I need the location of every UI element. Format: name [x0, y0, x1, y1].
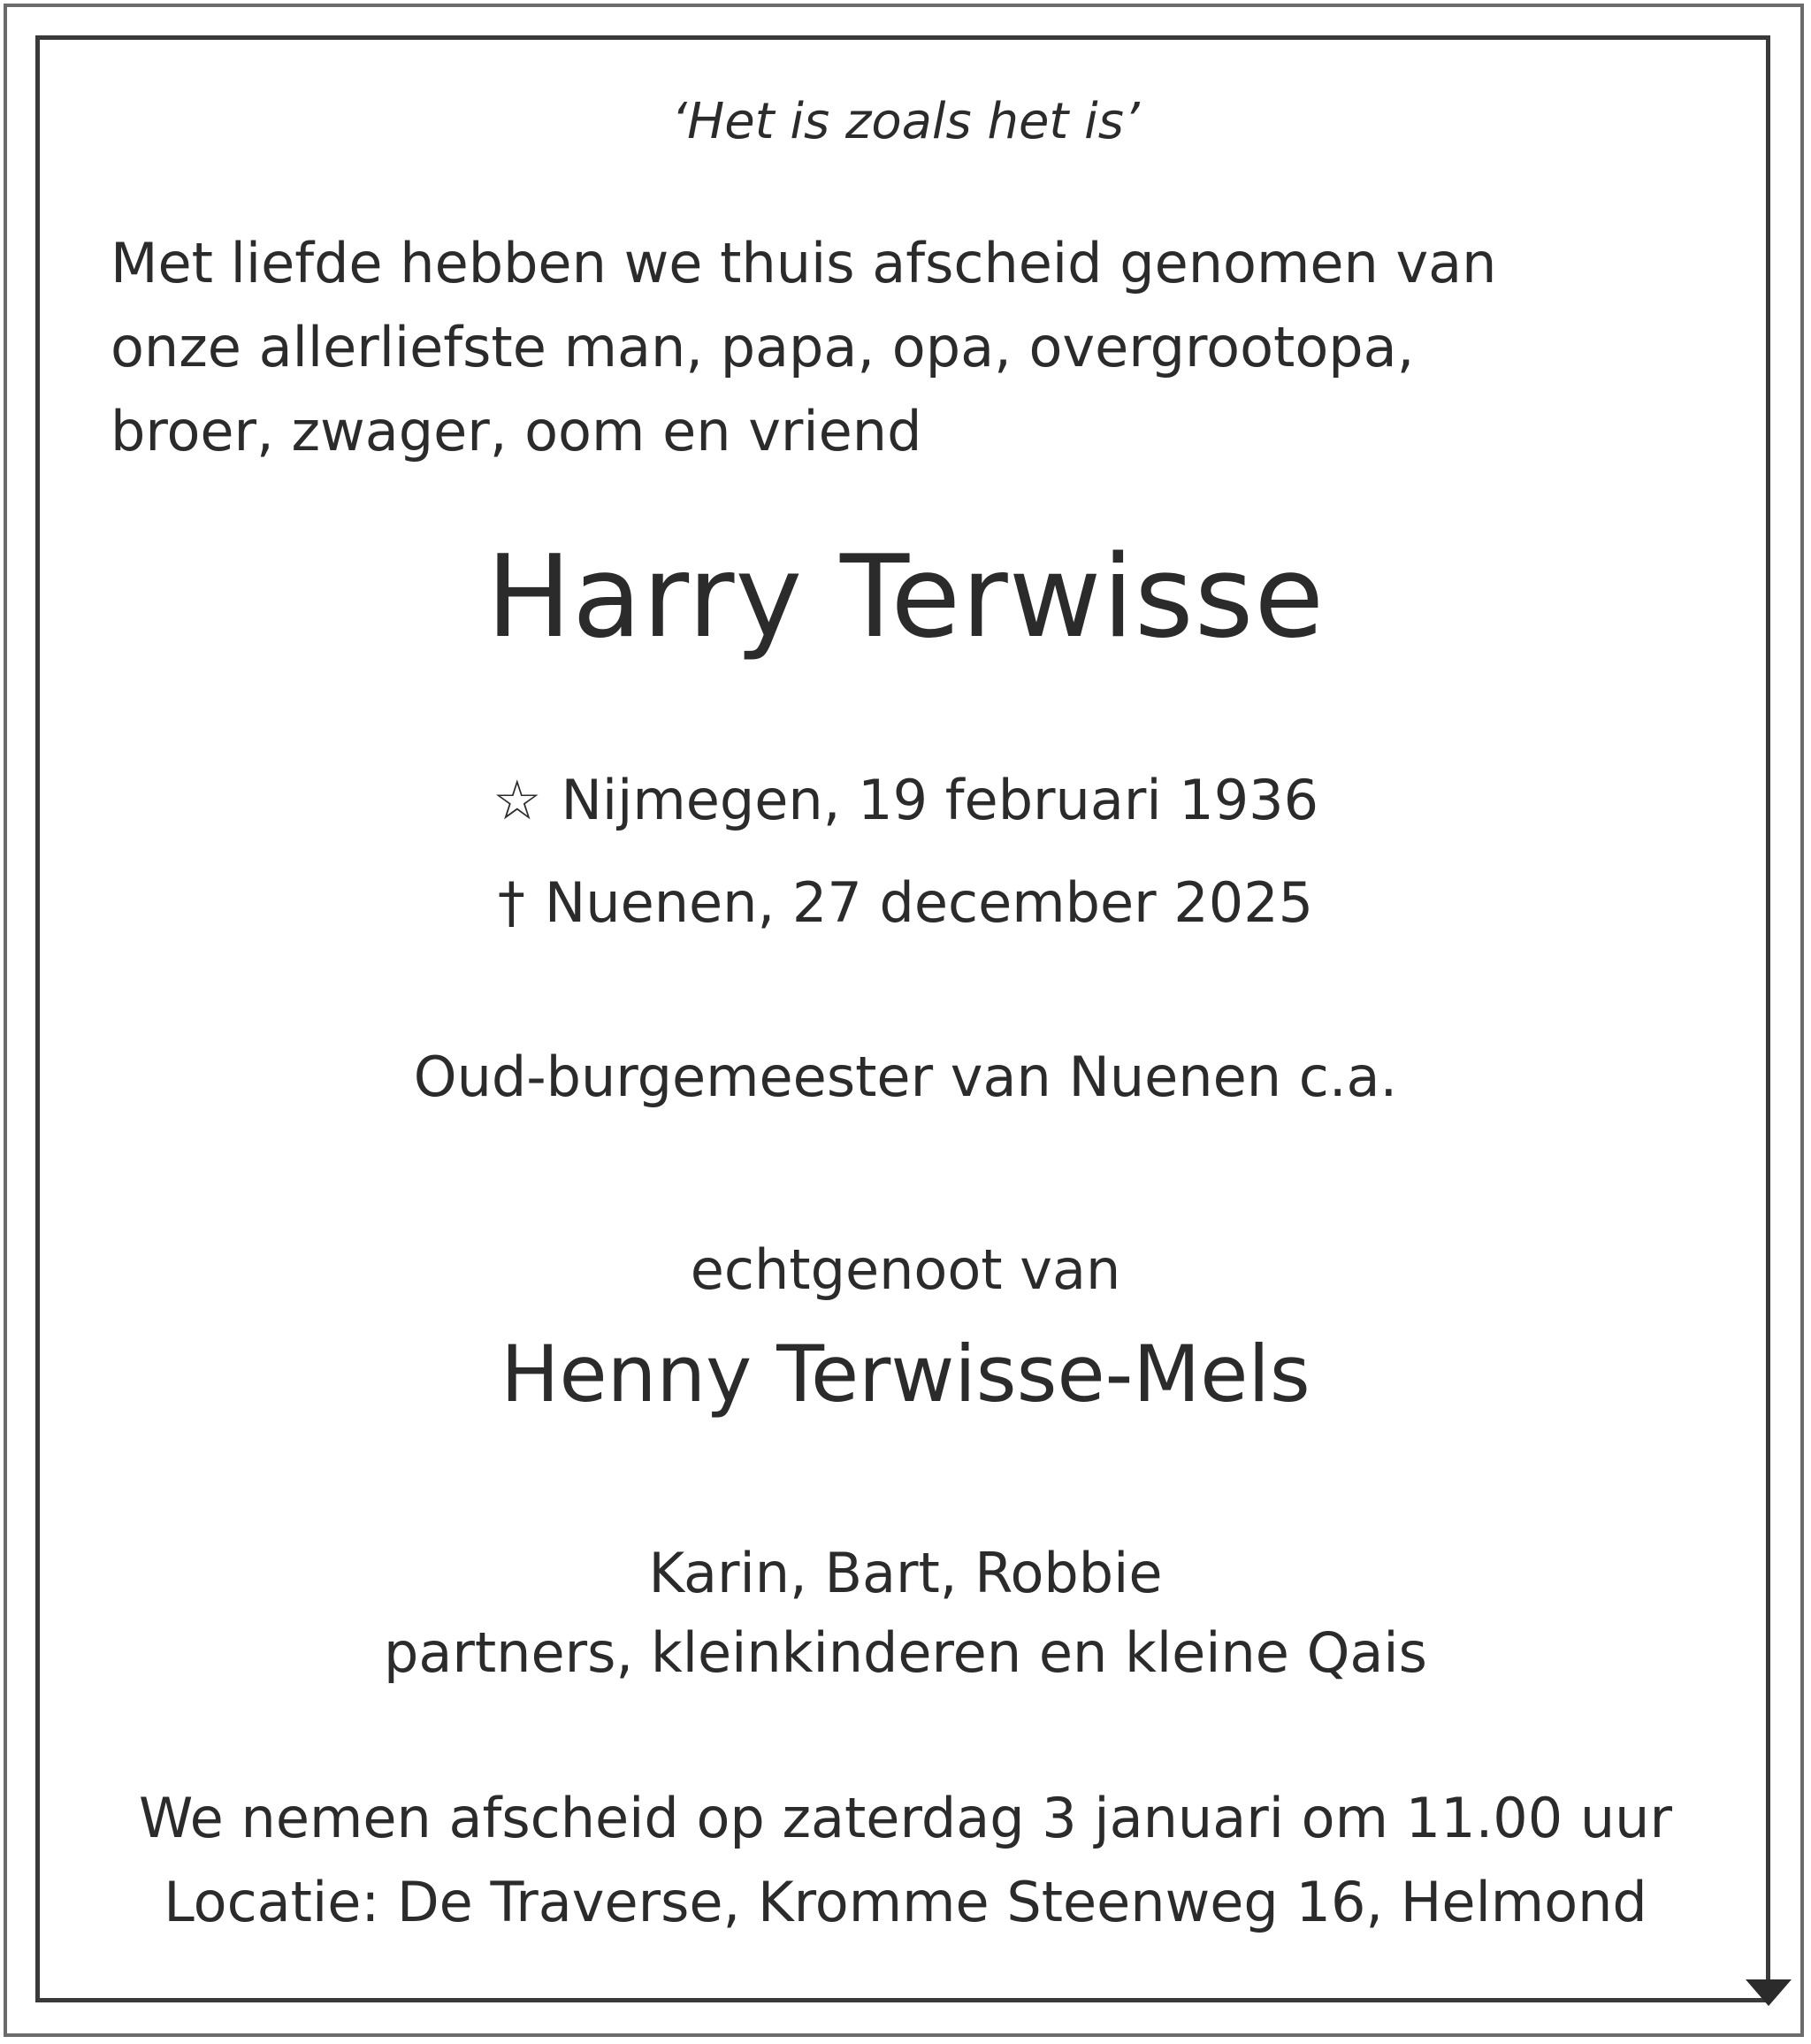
spouse-intro: echtgenoot van [690, 1237, 1121, 1302]
spouse-name: Henny Terwisse-Mels [501, 1328, 1310, 1420]
deceased-title: Oud-burgemeester van Nuenen c.a. [413, 1045, 1398, 1109]
motto: ‘Het is zoals het is’ [671, 93, 1140, 150]
location-line: Locatie: De Traverse, Kromme Steenweg 16, Helmond [164, 1870, 1647, 1934]
intro-line-1: Met liefde hebben we thuis afscheid genomen van [111, 231, 1497, 295]
intro-line-2: onze allerliefste man, papa, opa, overgrootopa, [111, 315, 1415, 379]
cross-icon: † [497, 870, 525, 935]
scroll-down-arrow-icon[interactable] [1746, 1979, 1792, 2006]
star-icon: ☆ [492, 768, 542, 832]
death-line [0, 870, 1811, 935]
birth-text: Nijmegen, 19 februari 1936 [561, 768, 1319, 832]
deceased-name: Harry Terwisse [485, 532, 1326, 663]
family-line-1: Karin, Bart, Robbie [648, 1541, 1163, 1605]
death-text: Nuenen, 27 december 2025 [544, 870, 1314, 935]
family-line-2: partners, kleinkinderen en kleine Qais [384, 1620, 1427, 1685]
ceremony-line: We nemen afscheid op zaterdag 3 januari om 11.00 uur [139, 1786, 1672, 1850]
birth-line [0, 768, 1811, 832]
intro-line-3: broer, zwager, oom en vriend [111, 399, 922, 463]
